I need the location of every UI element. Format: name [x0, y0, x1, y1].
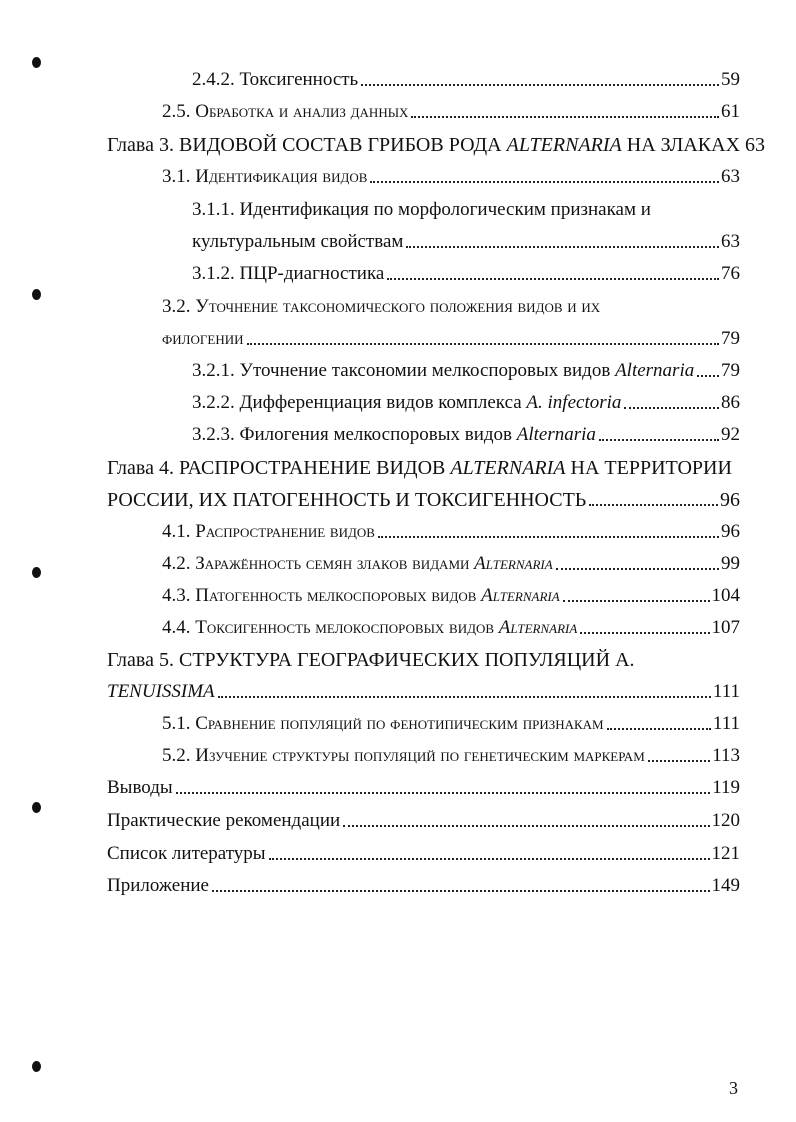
toc-entry-title: 4.1. Распространение видов — [162, 521, 375, 542]
toc-leader-dots — [361, 84, 719, 86]
toc-entry-title: филогении — [162, 328, 244, 349]
toc-entry — [162, 584, 740, 608]
punch-hole-mark — [32, 802, 41, 813]
toc-entry — [162, 100, 740, 124]
toc-leader-dots — [212, 890, 710, 892]
toc-leader-dots — [580, 632, 709, 634]
toc-entry — [107, 842, 740, 866]
toc-entry-title: 3.1. Идентификация видов — [162, 166, 368, 187]
title-italic-part: Alternaria — [498, 617, 578, 638]
toc-leader-dots — [387, 278, 719, 280]
toc-entry-page: 59 — [721, 69, 740, 90]
toc-leader-dots — [406, 246, 719, 248]
toc-entry-page: 92 — [721, 424, 740, 445]
toc-entry-page: 119 — [712, 777, 740, 798]
toc-entry-title — [162, 616, 577, 640]
toc-entry — [162, 552, 740, 576]
toc-entry-title: Список литературы — [107, 843, 266, 864]
punch-hole-mark — [32, 567, 41, 578]
toc-entry-title: TENUISSIMA — [107, 681, 215, 702]
title-part: 3.2.1. Уточнение таксономии мелкоспоровых видов — [192, 360, 616, 381]
toc-entry-title: 2.4.2. Токсигенность — [192, 69, 359, 90]
toc-entry — [107, 874, 740, 898]
toc-chapter-entry — [107, 488, 740, 512]
toc-entry-title: 5.2. Изучение структуры популяций по генетическим маркерам — [162, 745, 645, 766]
toc-entry-title — [162, 552, 553, 576]
punch-hole-mark — [32, 289, 41, 300]
punch-hole-mark — [32, 57, 41, 68]
title-italic-part: Alternaria — [474, 553, 553, 574]
toc-entry-page: 63 — [721, 166, 740, 187]
toc-chapter-entry — [107, 680, 740, 704]
toc-leader-dots — [607, 728, 711, 730]
toc-entry-page: 79 — [721, 328, 740, 349]
title-part: 3.2.2. Дифференциация видов комплекса — [192, 392, 527, 413]
toc-entry-page: 63 — [745, 134, 766, 156]
toc-entry — [162, 616, 740, 640]
title-part: 4.2. Заражённость семян злаков видами — [162, 553, 475, 574]
toc-entry-page: 61 — [721, 101, 740, 122]
title-part: Глава 3. ВИДОВОЙ СОСТАВ ГРИБОВ РОДА — [107, 134, 507, 156]
toc-entry-page: 86 — [721, 392, 740, 413]
toc-entry-page: 76 — [721, 263, 740, 284]
toc-entry — [192, 68, 740, 92]
title-italic-part: ALTERNARIA — [506, 134, 622, 156]
toc-entry-title-line1: 3.2. Уточнение таксономического положения видов и их — [162, 296, 601, 317]
title-italic-part: Alternaria — [481, 585, 560, 606]
toc-entry-page: 107 — [711, 617, 740, 638]
toc-entry-page: 99 — [721, 553, 740, 574]
toc-leader-dots — [599, 439, 719, 441]
toc-entry-page: 121 — [711, 843, 740, 864]
title-part: 3.2.3. Филогения мелкоспоровых видов — [192, 424, 517, 445]
toc-entry-title — [192, 423, 596, 447]
toc-entry — [162, 165, 740, 189]
title-part: НА ЗЛАКАХ — [621, 134, 741, 156]
toc-entry — [162, 744, 740, 768]
toc-leader-dots — [411, 116, 719, 118]
toc-entry-page: 79 — [721, 360, 740, 381]
toc-leader-dots — [269, 858, 710, 860]
toc-entry-title — [107, 133, 740, 157]
toc-entry-title: культуральным свойствам — [192, 231, 404, 252]
toc-entry-title: 2.5. Обработка и анализ данных — [162, 101, 409, 122]
toc-entry-page: 113 — [712, 745, 740, 766]
punch-hole-mark — [32, 1061, 41, 1072]
toc-entry — [162, 327, 740, 351]
toc-leader-dots — [556, 568, 719, 570]
toc-entry-title-line1: 3.1.1. Идентификация по морфологическим признакам и — [192, 199, 651, 220]
title-part: 4.4. Токсигенность мелокоспоровых видов — [162, 617, 499, 638]
title-italic-part: ALTERNARIA — [450, 457, 566, 479]
toc-entry — [107, 809, 740, 833]
toc-leader-dots — [697, 375, 719, 377]
toc-leader-dots — [648, 760, 710, 762]
toc-entry-page: 120 — [711, 810, 740, 831]
toc-entry — [192, 230, 740, 254]
toc-entry-title: Практические рекомендации — [107, 810, 341, 831]
toc-entry-page: 96 — [721, 521, 740, 542]
toc-entry-title: 5.1. Сравнение популяций по фенотипическим признакам — [162, 713, 604, 734]
toc-entry — [162, 520, 740, 544]
toc-entry-title: Приложение — [107, 875, 209, 896]
toc-entry-title — [192, 391, 621, 415]
toc-leader-dots — [218, 696, 711, 698]
toc-entry-title: Выводы — [107, 777, 173, 798]
toc-entry-title — [192, 359, 694, 383]
toc-entry-title: 3.1.2. ПЦР-диагностика — [192, 263, 385, 284]
toc-entry-page: 111 — [712, 713, 740, 734]
toc-leader-dots — [176, 792, 711, 794]
title-italic-part: Alternaria — [516, 424, 596, 445]
title-part: 4.3. Патогенность мелкоспоровых видов — [162, 585, 482, 606]
toc-leader-dots — [247, 343, 720, 345]
toc-leader-dots — [343, 825, 709, 827]
toc-chapter-title-line1 — [107, 456, 732, 480]
toc-leader-dots — [563, 600, 710, 602]
toc-leader-dots — [378, 536, 719, 538]
toc-entry-page: 63 — [721, 231, 740, 252]
toc-chapter-title-line1: Глава 5. СТРУКТУРА ГЕОГРАФИЧЕСКИХ ПОПУЛЯЦИЙ A. — [107, 649, 635, 671]
page-number: 3 — [729, 1078, 738, 1098]
toc-leader-dots — [370, 181, 719, 183]
toc-entry-page: 111 — [712, 681, 740, 702]
title-italic-part: Alternaria — [615, 360, 695, 381]
title-part: НА ТЕРРИТОРИИ — [565, 457, 732, 479]
toc-leader-dots — [589, 504, 718, 506]
toc-entry — [107, 776, 740, 800]
toc-entry — [192, 262, 740, 286]
toc-entry — [162, 712, 740, 736]
toc-chapter-entry — [107, 133, 766, 157]
toc-entry-page: 96 — [720, 489, 740, 511]
toc-entry-page: 149 — [711, 875, 740, 896]
title-italic-part: A. infectoria — [526, 392, 622, 413]
toc-entry-title — [162, 584, 560, 608]
toc-leader-dots — [624, 407, 719, 409]
toc-entry — [192, 359, 740, 383]
title-part: Глава 4. РАСПРОСТРАНЕНИЕ ВИДОВ — [107, 457, 451, 479]
toc-entry-title: РОССИИ, ИХ ПАТОГЕННОСТЬ И ТОКСИГЕННОСТЬ — [107, 489, 587, 511]
toc-entry — [192, 391, 740, 415]
toc-entry-page: 104 — [711, 585, 740, 606]
toc-entry — [192, 423, 740, 447]
